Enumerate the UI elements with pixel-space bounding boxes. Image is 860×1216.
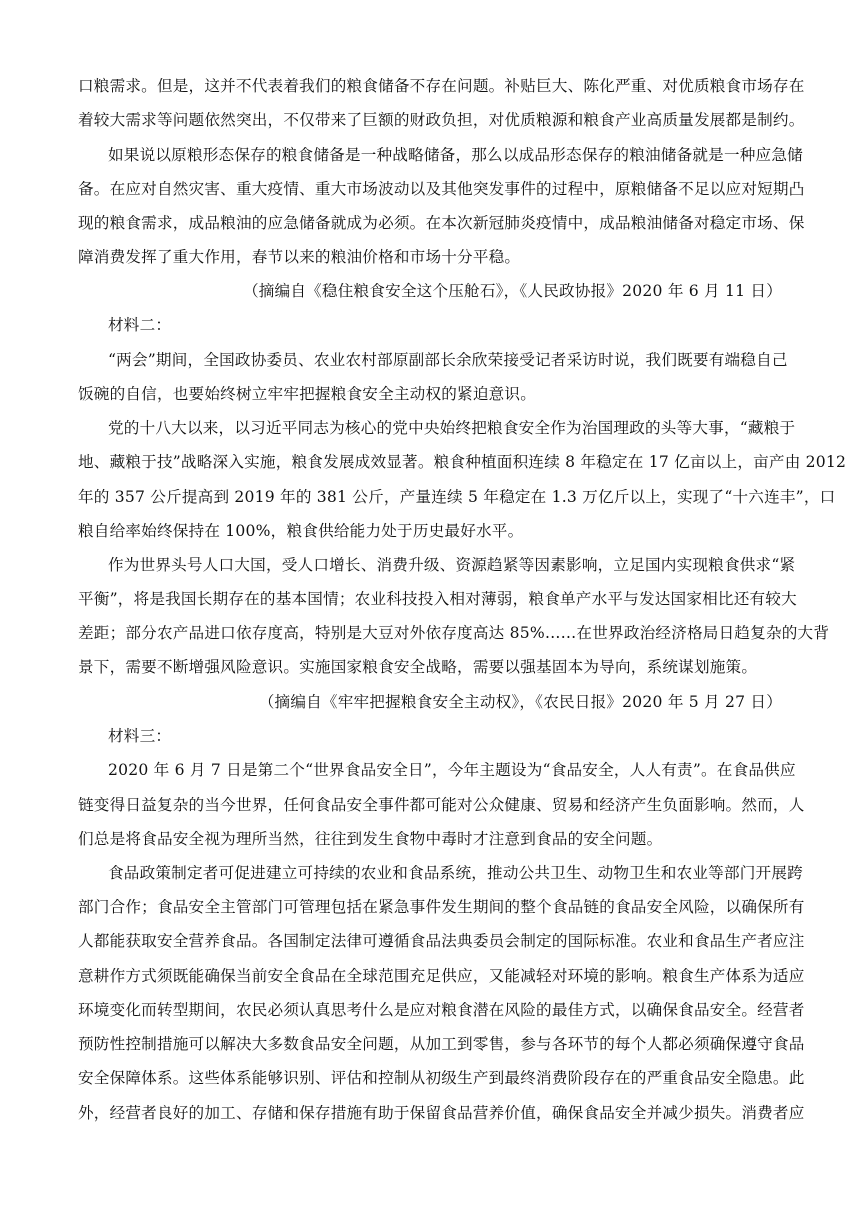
text-line: 景下，需要不断增强风险意识。实施国家粮食安全战略，需要以强基固本为导向，系统谋划施策。 <box>78 658 758 676</box>
source-citation: （摘编自《稳住粮食安全这个压舱石》，《人民政协报》2020 年 6 月 11 日） <box>242 282 782 300</box>
text-line: 口粮需求。但是，这并不代表着我们的粮食储备不存在问题。补贴巨大、陈化严重、对优质粮食市场存在 <box>78 77 805 95</box>
text-line: 粮自给率始终保持在 100%，粮食供给能力处于历史最好水平。 <box>78 522 524 540</box>
text-line: 平衡”，将是我国长期存在的基本国情；农业科技投入相对薄弱，粮食单产水平与发达国家相比还有较大 <box>78 590 797 608</box>
text-line: 食品政策制定者可促进建立可持续的农业和食品系统，推动公共卫生、动物卫生和农业等部门开展跨 <box>108 864 803 882</box>
text-line: 障消费发挥了重大作用，春节以来的粮油价格和市场十分平稳。 <box>78 248 521 266</box>
text-line: “两会”期间，全国政协委员、农业农村部原副部长余欣荣接受记者采访时说，我们既要有端稳自己 <box>108 351 788 369</box>
text-line: 部门合作；食品安全主管部门可管理包括在紧急事件发生期间的整个食品链的食品安全风险，以确保所有 <box>78 898 805 916</box>
text-line: 2020 年 6 月 7 日是第二个“世界食品安全日”，今年主题设为“食品安全，人人有责”。在食品供应 <box>108 761 796 779</box>
text-line: 意耕作方式须既能确保当前安全食品在全球范围充足供应，又能减轻对环境的影响。粮食生产体系为适应 <box>78 967 805 985</box>
section-heading: 材料三： <box>108 727 172 745</box>
text-line: 着较大需求等问题依然突出，不仅带来了巨额的财政负担，对优质粮源和粮食产业高质量发展都是制约。 <box>78 111 805 129</box>
text-line: 安全保障体系。这些体系能够识别、评估和控制从初级生产到最终消费阶段存在的严重食品安全隐患。此 <box>78 1069 805 1087</box>
text-line: 外，经营者良好的加工、存储和保存措施有助于保留食品营养价值，确保食品安全并减少损失。消费者应 <box>78 1104 805 1122</box>
text-line: 党的十八大以来，以习近平同志为核心的党中央始终把粮食安全作为治国理政的头等大事，“藏粮于 <box>108 419 796 437</box>
text-line: 作为世界头号人口大国，受人口增长、消费升级、资源趋紧等因素影响，立足国内实现粮食供求“紧 <box>108 556 796 574</box>
text-line: 地、藏粮于技”战略深入实施，粮食发展成效显著。粮食种植面积连续 8 年稳定在 17 亿亩以上，亩产由 2012 <box>78 453 847 471</box>
text-line: 备。在应对自然灾害、重大疫情、重大市场波动以及其他突发事件的过程中，原粮储备不足以应对短期凸 <box>78 180 805 198</box>
text-line: 人都能获取安全营养食品。各国制定法律可遵循食品法典委员会制定的国际标准。农业和食品生产者应注 <box>78 932 805 950</box>
text-line: 链变得日益复杂的当今世界，任何食品安全事件都可能对公众健康、贸易和经济产生负面影响。然而，人 <box>78 796 805 814</box>
text-line: 饭碗的自信，也要始终树立牢牢把握粮食安全主动权的紧迫意识。 <box>78 385 537 403</box>
text-line: 年的 357 公斤提高到 2019 年的 381 公斤，产量连续 5 年稳定在 1.3 万亿斤以上，实现了“十六连丰”，口 <box>78 488 836 506</box>
source-citation: （摘编自《牢牢把握粮食安全主动权》，《农民日报》2020 年 5 月 27 日） <box>258 693 782 711</box>
text-line: 现的粮食需求，成品粮油的应急储备就成为必须。在本次新冠肺炎疫情中，成品粮油储备对稳定市场、保 <box>78 214 805 232</box>
text-line: 们总是将食品安全视为理所当然，往往到发生食物中毒时才注意到食品的安全问题。 <box>78 830 663 848</box>
text-line: 环境变化而转型期间，农民必须认真思考什么是应对粮食潜在风险的最佳方式，以确保食品安全。经营者 <box>78 1001 805 1019</box>
section-heading: 材料二： <box>108 316 172 334</box>
text-line: 预防性控制措施可以解决大多数食品安全问题，从加工到零售，参与各环节的每个人都必须确保遵守食品 <box>78 1035 805 1053</box>
text-line: 如果说以原粮形态保存的粮食储备是一种战略储备，那么以成品形态保存的粮油储备就是一种应急储 <box>108 146 803 164</box>
text-line: 差距；部分农产品进口依存度高，特别是大豆对外依存度高达 85%……在世界政治经济格局日趋复杂的大背 <box>78 624 830 642</box>
